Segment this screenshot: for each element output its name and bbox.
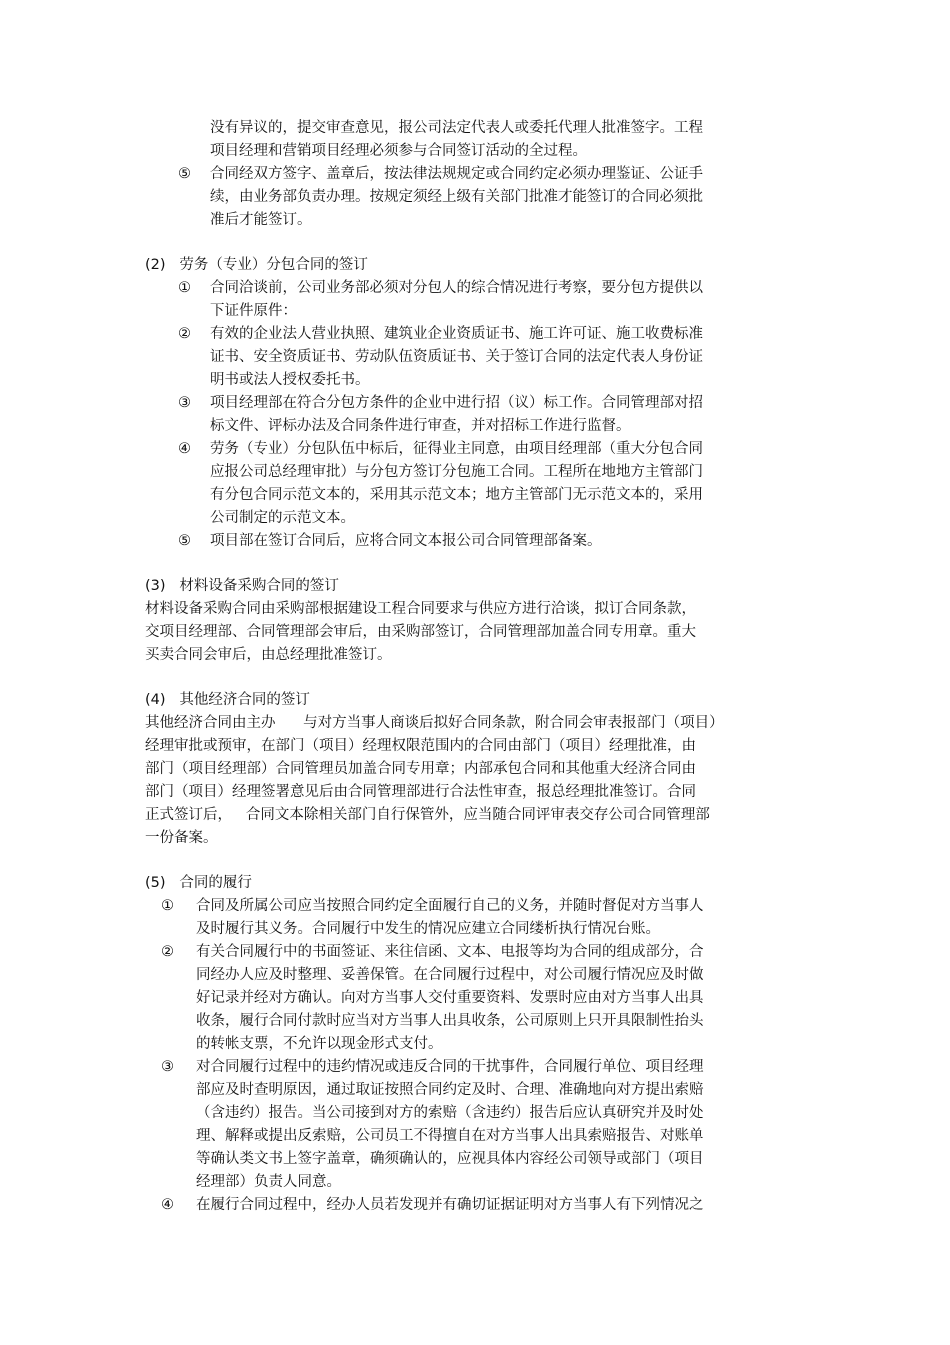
list-item-line: 证书、安全资质证书、劳动队伍资质证书、关于签订合同的法定代表人身份证 [210,349,703,365]
list-item-line: 项目经理部在符合分包方条件的企业中进行招（议）标工作。合同管理部对招 [210,395,703,411]
paragraph-line: 经理审批或预审，在部门（项目）经理权限范围内的合同由部门（项目）经理批准，由 [145,738,696,754]
list-item-line: 在履行合同过程中，经办人员若发现并有确切证据证明对方当事人有下列情况之 [196,1197,704,1213]
paragraph-line: 项目经理和营销项目经理必须参与合同签订活动的全过程。 [210,143,587,159]
paragraph-line: 正式签订后， 合同文本除相关部门自行保管外，应当随合同评审表交存公司合同管理部 [145,807,710,823]
list-marker: ③ [178,395,191,411]
list-item-line: 理、解释或提出反索赔，公司员工不得擅自在对方当事人出具索赔报告、对账单 [196,1128,704,1144]
section-heading: (5) 合同的履行 [145,875,252,891]
list-item-line: 标文件、评标办法及合同条件进行审查，并对招标工作进行监督。 [210,418,631,434]
list-item-line: 有关合同履行中的书面签证、来往信函、文本、电报等均为合同的组成部分，合 [196,944,704,960]
list-item-line: 公司制定的示范文本。 [210,510,355,526]
section-heading: (4) 其他经济合同的签订 [145,692,310,708]
list-marker: ② [178,326,191,342]
list-item-line: 劳务（专业）分包队伍中标后，征得业主同意，由项目经理部（重大分包合同 [210,441,703,457]
list-item-line: 项目部在签订合同后，应将合同文本报公司合同管理部备案。 [210,533,602,549]
list-item-line: 有分包合同示范文本的，采用其示范文本；地方主管部门无示范文本的，采用 [210,487,703,503]
list-marker: ① [178,280,191,296]
list-marker: ⑤ [178,166,191,182]
list-item-line: （含违约）报告。当公司接到对方的索赔（含违约）报告后应认真研究并及时处 [196,1105,704,1121]
list-item-line: 等确认类文书上签字盖章，确须确认的，应视具体内容经公司领导或部门（项目 [196,1151,704,1167]
list-item-line: 下证件原件： [210,303,297,319]
paragraph-line: 一份备案。 [145,830,218,846]
paragraph-line: 买卖合同会审后，由总经理批准签订。 [145,647,392,663]
list-marker: ① [161,898,174,914]
paragraph-line: 交项目经理部、合同管理部会审后，由采购部签订，合同管理部加盖合同专用章。重大 [145,624,696,640]
paragraph-line: 其他经济合同由主办 与对方当事人商谈后拟好合同条款，附合同会审表报部门（项目） [145,715,724,731]
list-item-line: 明书或法人授权委托书。 [210,372,370,388]
list-item-line: 同经办人应及时整理、妥善保管。在合同履行过程中，对公司履行情况应及时做 [196,967,704,983]
list-marker: ④ [178,441,191,457]
paragraph-line: 没有异议的，提交审查意见，报公司法定代表人或委托代理人批准签字。工程 [210,120,703,136]
list-item-line: 对合同履行过程中的违约情况或违反合同的干扰事件，合同履行单位、项目经理 [196,1059,704,1075]
section-heading: (3) 材料设备采购合同的签订 [145,578,339,594]
section-heading: (2) 劳务（专业）分包合同的签订 [145,257,368,273]
list-item-line: 合同经双方签字、盖章后，按法律法规规定或合同约定必须办理鉴证、公证手 [210,166,703,182]
list-marker: ③ [161,1059,174,1075]
list-item-line: 收条，履行合同付款时应当对方当事人出具收条，公司原则上只开具限制性抬头 [196,1013,704,1029]
list-item-line: 部应及时查明原因，通过取证按照合同约定及时、合理、准确地向对方提出索赔 [196,1082,704,1098]
list-item-line: 合同洽谈前，公司业务部必须对分包人的综合情况进行考察，要分包方提供以 [210,280,703,296]
paragraph-line: 部门（项目经理部）合同管理员加盖合同专用章；内部承包合同和其他重大经济合同由 [145,761,696,777]
list-item-line: 及时履行其义务。合同履行中发生的情况应建立合同缕析执行情况台账。 [196,921,660,937]
list-item-line: 准后才能签订。 [210,212,312,228]
list-item-line: 有效的企业法人营业执照、建筑业企业资质证书、施工许可证、施工收费标准 [210,326,703,342]
list-item-line: 续，由业务部负责办理。按规定须经上级有关部门批准才能签订的合同必须批 [210,189,703,205]
list-item-line: 应报公司总经理审批）与分包方签订分包施工合同。工程所在地地方主管部门 [210,464,703,480]
list-item-line: 的转帐支票，不允许以现金形式支付。 [196,1036,443,1052]
list-item-line: 好记录并经对方确认。向对方当事人交付重要资料、发票时应由对方当事人出具 [196,990,704,1006]
list-marker: ② [161,944,174,960]
paragraph-line: 材料设备采购合同由采购部根据建设工程合同要求与供应方进行洽谈，拟订合同条款， [145,601,696,617]
list-marker: ⑤ [178,533,191,549]
list-marker: ④ [161,1197,174,1213]
list-item-line: 合同及所属公司应当按照合同约定全面履行自己的义务，并随时督促对方当事人 [196,898,704,914]
list-item-line: 经理部）负责人同意。 [196,1174,341,1190]
paragraph-line: 部门（项目）经理签署意见后由合同管理部进行合法性审查，报总经理批准签订。合同 [145,784,696,800]
